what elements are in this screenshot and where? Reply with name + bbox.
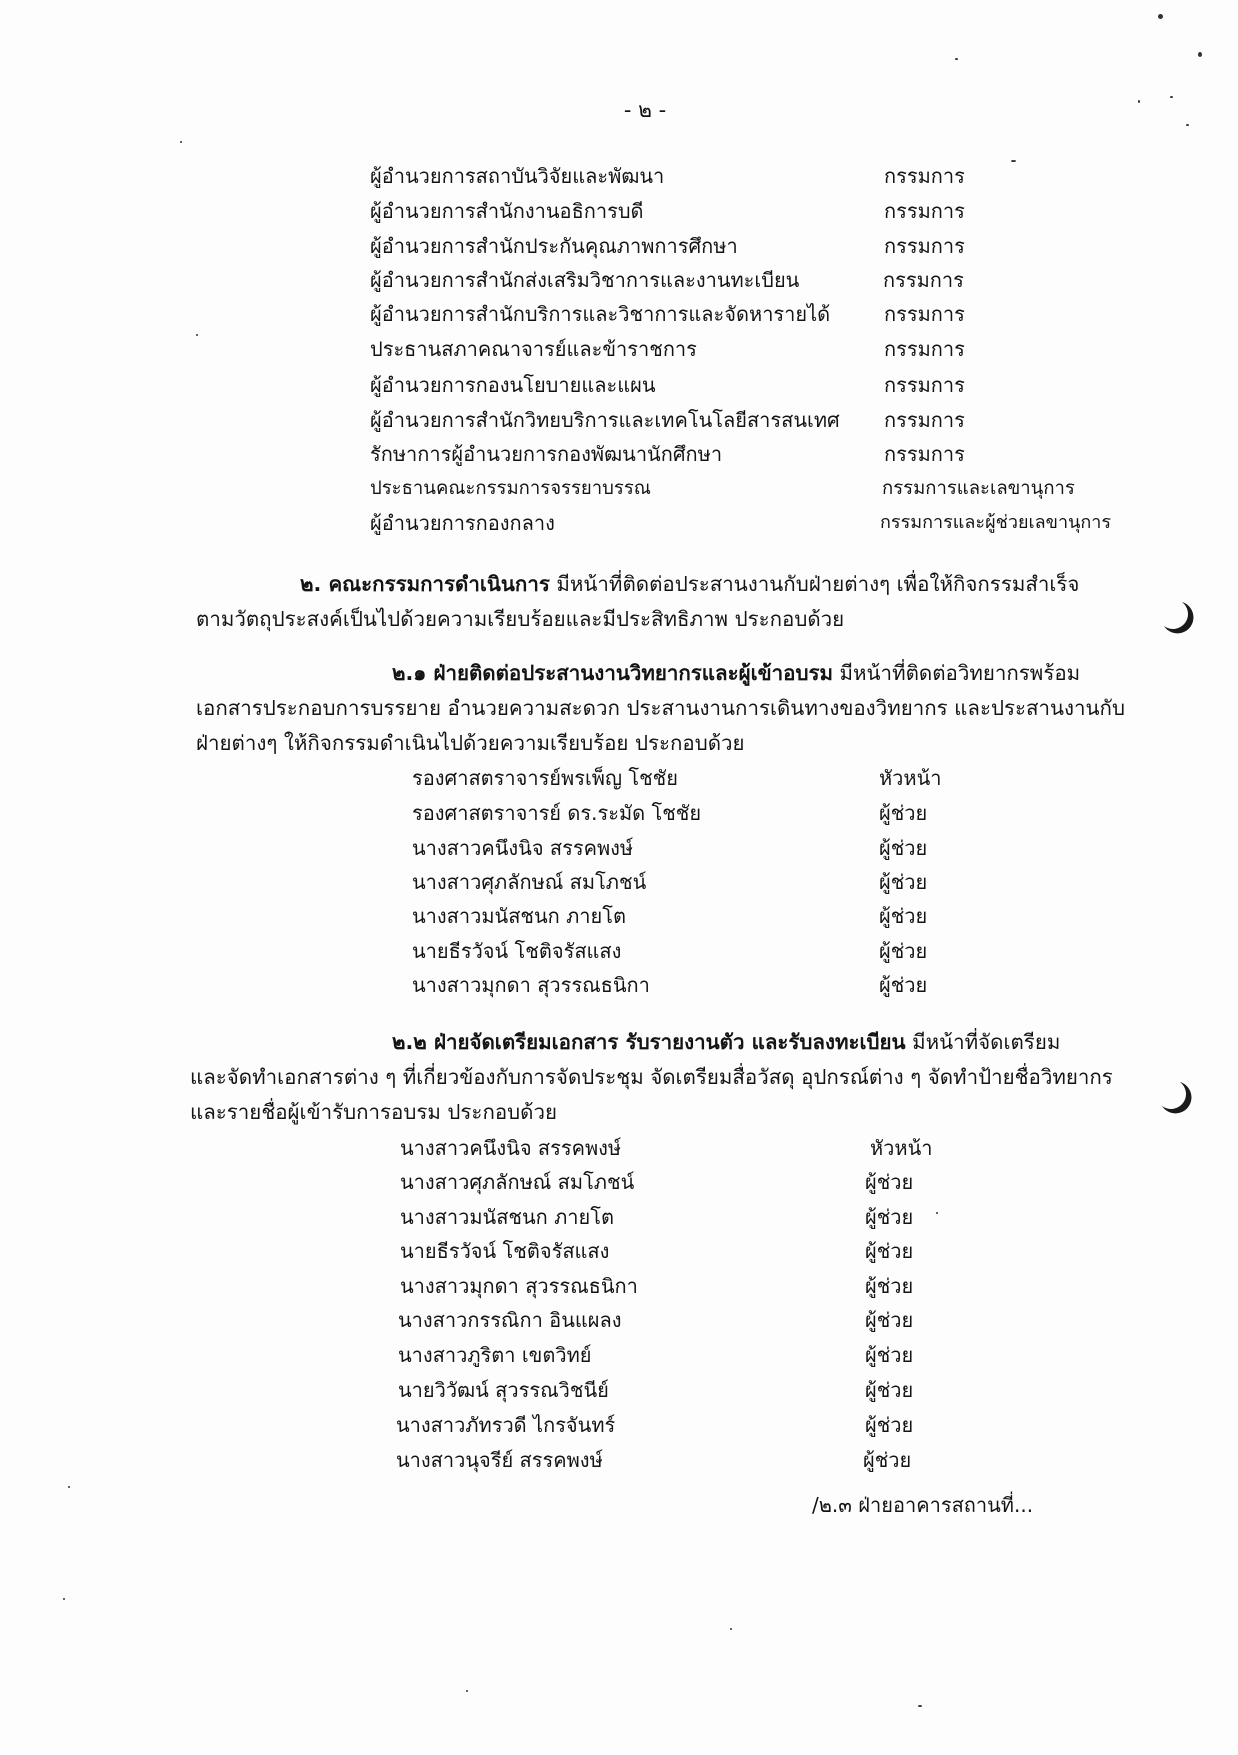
list-item	[412, 866, 1112, 898]
list-item	[400, 1132, 1100, 1164]
member-role: ผู้ช่วย	[863, 1448, 912, 1472]
list-item	[412, 797, 1112, 829]
member-role: ผู้ช่วย	[879, 870, 928, 894]
member-name: ประธานสภาคณาจารย์และข้าราชการ	[370, 337, 697, 361]
list-item	[412, 935, 1112, 967]
member-name: นางสาวคนึงนิจ สรรคพงษ์	[412, 836, 634, 860]
member-name: นายธีรวัจน์ โชติจรัสแสง	[412, 939, 622, 963]
crescent-mark-icon	[1156, 1078, 1196, 1118]
member-name: นางสาวกรรณิกา อินแผลง	[398, 1308, 622, 1332]
member-name: ผู้อำนวยการสำนักประกันคุณภาพการศึกษา	[370, 234, 738, 258]
member-role: กรรมการ	[884, 302, 965, 326]
section-text: เอกสารประกอบการบรรยาย อำนวยความสะดวก ประสานงานการเดินทางของวิทยากร และประสานงานกับ	[196, 696, 1125, 720]
scan-speck	[730, 1628, 732, 1630]
section-text: มีหน้าที่จัดเตรียม	[905, 1030, 1061, 1054]
list-item	[370, 230, 1130, 262]
section-2-2-paragraph	[190, 1025, 1113, 1130]
member-role: กรรมการ	[884, 408, 965, 432]
member-role: ผู้ช่วย	[865, 1170, 914, 1194]
member-role: ผู้ช่วย	[865, 1205, 914, 1229]
member-role: กรรมการ	[884, 373, 965, 397]
member-name: รักษาการผู้อำนวยการกองพัฒนานักศึกษา	[370, 442, 723, 466]
scan-speck	[63, 1598, 65, 1600]
member-role: หัวหน้า	[879, 766, 942, 790]
member-name: ประธานคณะกรรมการจรรยาบรรณ	[370, 478, 651, 499]
member-name: รองศาสตราจารย์พรเพ็ญ โชชัย	[412, 766, 678, 790]
member-name: ผู้อำนวยการสำนักงานอธิการบดี	[370, 199, 644, 223]
scan-speck	[68, 1486, 70, 1488]
list-item	[370, 507, 1130, 539]
list-item	[370, 473, 1130, 505]
scan-speck	[1011, 160, 1016, 162]
section-2-1-paragraph	[196, 656, 1125, 761]
list-item	[400, 1201, 1100, 1233]
list-item	[398, 1304, 1098, 1336]
continuation-note: /๒.๓ ฝ่ายอาคารสถานที่...	[812, 1493, 1034, 1517]
scan-speck	[936, 1212, 938, 1214]
section-2-paragraph	[196, 567, 1079, 637]
section-heading: ๒. คณะกรรมการดำเนินการ	[300, 572, 550, 596]
member-name: นางสาวภูริตา เขตวิทย์	[398, 1343, 592, 1367]
scan-speck	[466, 1690, 468, 1692]
member-role: ผู้ช่วย	[865, 1378, 914, 1402]
list-item	[412, 900, 1112, 932]
member-role: กรรมการ	[884, 337, 965, 361]
scan-speck	[1198, 52, 1202, 57]
member-name: ผู้อำนวยการสำนักบริการและวิชาการและจัดหารายได้	[370, 302, 831, 326]
list-item	[400, 1166, 1100, 1198]
member-name: นางสาวศุภลักษณ์ สมโภชน์	[412, 870, 647, 894]
section-heading: ๒.๒ ฝ่ายจัดเตรียมเอกสาร รับรายงานตัว และรับลงทะเบียน	[392, 1030, 906, 1054]
list-item	[370, 264, 1130, 296]
list-item	[400, 1235, 1100, 1267]
list-item	[370, 333, 1130, 365]
list-item	[370, 438, 1130, 470]
scan-speck	[1138, 100, 1140, 103]
scan-speck	[180, 141, 182, 143]
scan-speck	[1170, 96, 1173, 98]
list-item	[412, 832, 1112, 864]
scan-speck	[1186, 124, 1189, 126]
member-role: ผู้ช่วย	[865, 1274, 914, 1298]
list-item	[412, 969, 1112, 1001]
member-role: กรรมการ	[884, 234, 965, 258]
member-name: นางสาวมนัสชนก ภายโต	[412, 904, 626, 928]
member-name: ผู้อำนวยการสำนักวิทยบริการและเทคโนโลยีสารสนเทศ	[370, 408, 840, 432]
member-role: กรรมการ	[884, 199, 965, 223]
list-item	[398, 1374, 1098, 1406]
list-item	[398, 1339, 1098, 1371]
list-item	[396, 1409, 1096, 1441]
member-role: กรรมการ	[883, 268, 964, 292]
member-role: ผู้ช่วย	[879, 904, 928, 928]
member-name: นางสาวมุกดา สุวรรณธนิกา	[412, 973, 650, 997]
member-name: นางสาวภัทรวดี ไกรจันทร์	[396, 1413, 616, 1437]
member-role: ผู้ช่วย	[865, 1343, 914, 1367]
member-name: นางสาวคนึงนิจ สรรคพงษ์	[400, 1136, 622, 1160]
section-text: มีหน้าที่ติดต่อประสานงานกับฝ่ายต่างๆ เพื่อให้กิจกรรมสำเร็จ	[549, 572, 1080, 596]
list-item	[370, 195, 1130, 227]
member-name: นางสาวมุกดา สุวรรณธนิกา	[400, 1274, 638, 1298]
member-role: ผู้ช่วย	[865, 1239, 914, 1263]
member-name: นายวิวัฒน์ สุวรรณวิชนีย์	[398, 1378, 609, 1402]
member-name: นางสาวนุจรีย์ สรรคพงษ์	[396, 1448, 603, 1472]
section-text: ตามวัตถุประสงค์เป็นไปด้วยความเรียบร้อยและมีประสิทธิภาพ ประกอบด้วย	[196, 607, 845, 631]
section-text: และรายชื่อผู้เข้ารับการอบรม ประกอบด้วย	[190, 1100, 558, 1124]
scan-speck	[955, 58, 958, 60]
member-role: ผู้ช่วย	[879, 836, 928, 860]
list-item	[400, 1270, 1100, 1302]
member-name: นางสาวศุภลักษณ์ สมโภชน์	[400, 1170, 635, 1194]
member-name: ผู้อำนวยการกองกลาง	[370, 511, 555, 535]
member-name: ผู้อำนวยการสำนักส่งเสริมวิชาการและงานทะเบียน	[370, 268, 800, 292]
member-role: ผู้ช่วย	[879, 939, 928, 963]
scan-speck	[1158, 14, 1163, 19]
list-item	[370, 404, 1130, 436]
scan-speck	[918, 1705, 922, 1707]
section-heading: ๒.๑ ฝ่ายติดต่อประสานงานวิทยากรและผู้เข้าอบรม	[392, 661, 833, 685]
member-role: ผู้ช่วย	[879, 801, 928, 825]
member-role: หัวหน้า	[870, 1136, 933, 1160]
list-item	[412, 762, 1112, 794]
list-item	[370, 298, 1130, 330]
section-text: และจัดทำเอกสารต่าง ๆ ที่เกี่ยวข้องกับการจัดประชุม จัดเตรียมสื่อวัสดุ อุปกรณ์ต่าง ๆ จัดทำป้ายชื่อวิทยากร	[190, 1065, 1113, 1089]
section-text: ฝ่ายต่างๆ ให้กิจกรรมดำเนินไปด้วยความเรียบร้อย ประกอบด้วย	[196, 731, 745, 755]
member-role: ผู้ช่วย	[865, 1308, 914, 1332]
member-role: ผู้ช่วย	[865, 1413, 914, 1437]
list-item	[396, 1444, 1096, 1476]
list-item	[370, 160, 1130, 192]
member-role: กรรมการและเลขานุการ	[882, 478, 1075, 499]
member-name: นายธีรวัจน์ โชติจรัสแสง	[400, 1239, 610, 1263]
member-name: นางสาวมนัสชนก ภายโต	[400, 1205, 614, 1229]
member-role: กรรมการ	[884, 164, 965, 188]
page-number: - ๒ -	[623, 98, 667, 122]
member-role: ผู้ช่วย	[879, 973, 928, 997]
member-name: ผู้อำนวยการสถาบันวิจัยและพัฒนา	[370, 164, 665, 188]
scan-speck	[196, 334, 198, 336]
member-role: กรรมการและผู้ช่วยเลขานุการ	[880, 512, 1112, 533]
member-name: รองศาสตราจารย์ ดร.ระมัด โชชัย	[412, 801, 702, 825]
list-item	[370, 369, 1130, 401]
crescent-mark-icon	[1158, 598, 1198, 638]
section-text: มีหน้าที่ติดต่อวิทยากรพร้อม	[833, 661, 1081, 685]
member-role: กรรมการ	[884, 442, 965, 466]
member-name: ผู้อำนวยการกองนโยบายและแผน	[370, 373, 656, 397]
